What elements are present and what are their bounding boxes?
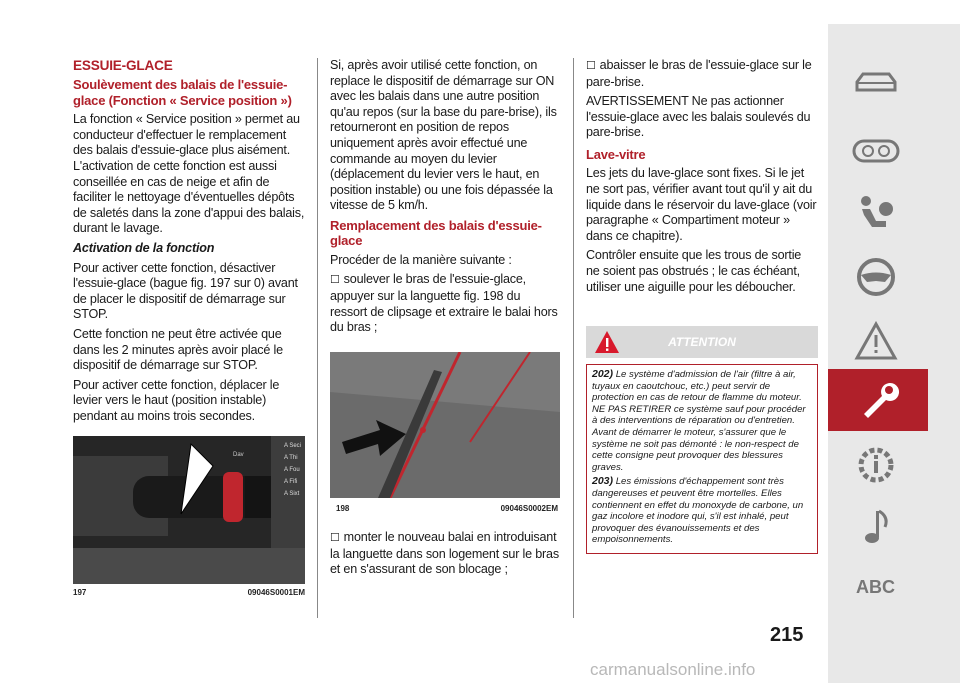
subsection-title: Remplacement des balais d'essuie-glace <box>330 217 542 249</box>
attention-title: ATTENTION <box>668 335 736 349</box>
step-item: ☐ abaisser le bras de l'essuie-glace sur le pare-brise. <box>586 58 818 90</box>
attention-content <box>586 364 818 554</box>
car-icon <box>851 68 901 98</box>
figure-197-wiper-stalk <box>73 436 305 584</box>
paragraph: Si, après avoir utilisé cette fonction, on replace le dispositif de démarrage sur ON avec les balais dans une autre position qu'au repos (sur la base du pare-brise), ils retourneront en position de repos uniquement après avoir effectué une commande au moyen du levier (déplacement du levier vers le haut, en position instable) ou une fois dépassée la vitesse de 5 km/h. <box>330 58 557 213</box>
sidebar-item-safety[interactable] <box>828 182 923 244</box>
sidebar-item-emergency[interactable] <box>828 310 923 372</box>
column-middle-continued <box>330 530 560 582</box>
steering-wheel-icon <box>855 256 897 298</box>
figure-caption <box>336 504 558 513</box>
step-item: ☐ soulever le bras de l'essuie-glace, appuyer sur la languette fig. 198 du ressort de clipsage et extraire le balai hors du bras ; <box>330 272 560 335</box>
warning-triangle-icon <box>854 321 898 361</box>
item-text: Le système d'admission de l'air (filtre à air, tuyaux en caoutchouc, etc.) peut servir de protection en cas de retour de flamme du moteur. NE PAS RETIRER ce système sauf pour procéder à des interventions de réparation ou d'entretien. Avant de démarrer le moteur, s'assurer que le système ne soit pas démonté : le non-respect de cette consigne peut provoquer des blessures graves. <box>592 369 806 473</box>
column-right <box>586 58 818 299</box>
attention-item <box>592 476 812 546</box>
step-item: ☐ monter le nouveau balai en introduisant la languette dans son logement sur le bras et en s'assurant de son blocage ; <box>330 530 560 578</box>
paragraph: La fonction « Service position » permet au conducteur d'effectuer le remplacement des balais d'essuie-glace plus aisément. L'activation de cette fonction est aussi conseillée en cas de neige et afin de faciliter le nettoyage d'éventuelles dépôts de saletés dans la zone d'appui des balais, durant le lavage. <box>73 112 305 236</box>
item-number: 202) <box>592 368 614 380</box>
column-divider <box>573 58 574 618</box>
sidebar-item-car[interactable] <box>828 52 923 114</box>
abc-icon: ABC <box>856 576 895 597</box>
figure-198-wiper-blade <box>330 352 560 498</box>
attention-header <box>586 326 818 358</box>
subsection-title: Soulèvement des balais de l'essuie-glace (Fonction « Service position ») <box>73 77 292 108</box>
column-left <box>73 58 305 429</box>
item-number: 203) <box>592 475 614 488</box>
airbag-person-icon <box>854 193 898 233</box>
paragraph: Contrôler ensuite que les trous de sortie ne soient pas obstrués ; le cas échéant, utiliser une aiguille pour les déboucher. <box>586 248 802 294</box>
figure-number: 198 <box>336 504 350 513</box>
item-text: Les émissions d'échappement sont très dangereuses et peuvent être mortelles. Elles contiennent en effet du monoxyde de carbone, un gaz incolore et inodore qui, s'il est inhalé, peut provoquer des évanouissements et des empoisonnements. <box>592 476 804 546</box>
paragraph: Procéder de la manière suivante : <box>330 252 512 267</box>
section-title: ESSUIE-GLACE <box>73 58 173 73</box>
dashboard-gauges-icon <box>851 138 901 164</box>
attention-box <box>586 326 818 554</box>
column-middle <box>330 58 560 340</box>
sidebar-item-index[interactable] <box>828 556 923 618</box>
paragraph: Pour activer cette fonction, désactiver l'essuie-glace (bague fig. 197 sur 0) avant de placer le dispositif de démarrage sur STOP. <box>73 260 298 322</box>
figure-display-labels: A Seci A Thi A Fou A Fifi A Sixt <box>283 443 301 497</box>
figure-number: 197 <box>73 588 87 597</box>
sidebar-item-technical-data[interactable] <box>828 434 923 496</box>
figure-caption <box>73 588 305 597</box>
info-gear-icon <box>854 443 898 487</box>
wiper-blade-illustration <box>330 352 560 498</box>
page-number: 215 <box>770 624 804 646</box>
attention-item <box>592 369 812 473</box>
sidebar-item-dashboard[interactable] <box>828 120 923 182</box>
music-note-icon <box>861 507 891 547</box>
paragraph: Cette fonction ne peut être activée que dans les 2 minutes après avoir placé le dispositif de démarrage sur STOP. <box>73 326 283 373</box>
figure-code: 09046S0002EM <box>500 504 558 513</box>
column-divider <box>317 58 318 618</box>
sidebar-item-multimedia[interactable] <box>828 496 923 558</box>
activation-title: Activation de la fonction <box>73 240 215 255</box>
chapter-sidebar <box>828 24 960 683</box>
figure-code: 09046S0001EM <box>247 588 305 597</box>
paragraph: Pour activer cette fonction, déplacer le levier vers le haut (position instable) pendant au moins trois secondes. <box>73 377 280 423</box>
warning-note: AVERTISSEMENT Ne pas actionner l'essuie-glace avec les balais soulevés du pare-brise. <box>586 94 811 140</box>
wrench-icon <box>856 378 900 422</box>
sidebar-item-maintenance[interactable] <box>828 369 928 431</box>
subsection-title: Lave-vitre <box>586 146 646 162</box>
wiper-stalk-illustration <box>73 436 305 584</box>
sidebar-item-starting-driving[interactable] <box>828 246 923 308</box>
figure-display-label: Dav <box>233 452 244 458</box>
paragraph: Les jets du lave-glace sont fixes. Si le jet ne sort pas, vérifier avant tout qu'il y ait du liquide dans le réservoir du lave-glace (voir paragraphe « Compartiment moteur » dans ce chapitre). <box>586 166 817 243</box>
watermark: carmanualsonline.info <box>590 660 756 679</box>
